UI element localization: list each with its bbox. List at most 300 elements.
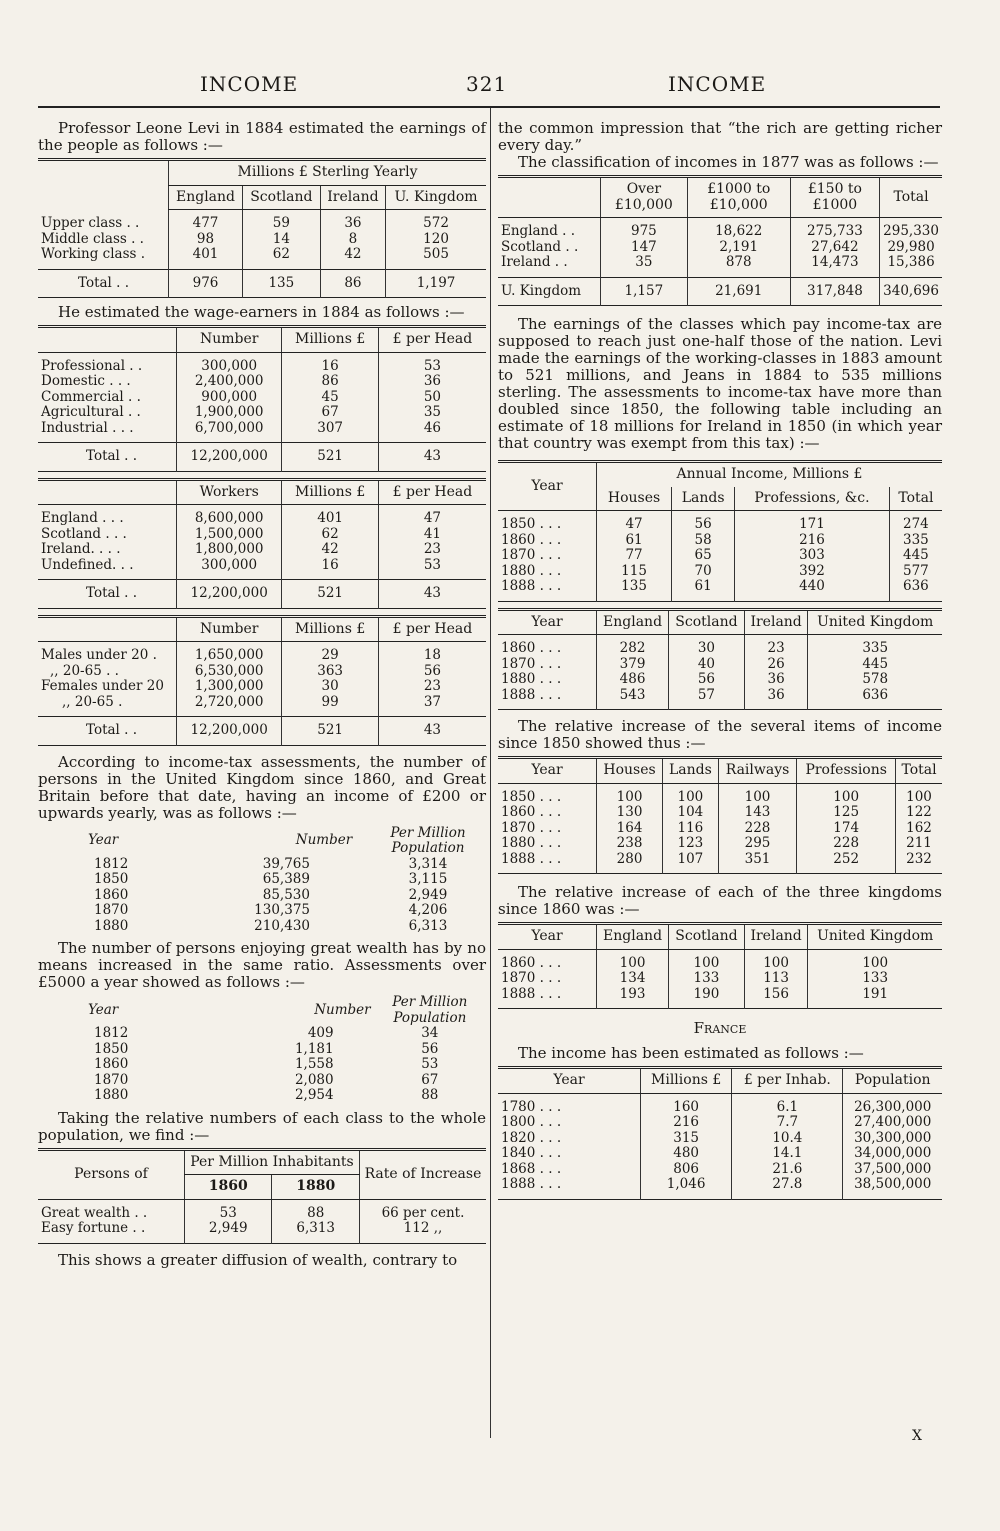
table-row	[38, 1026, 486, 1042]
cell: 100	[808, 949, 942, 971]
col-header: Houses	[597, 758, 663, 784]
cell: 29,980	[880, 240, 942, 256]
cell: 65,389	[262, 871, 310, 887]
cell: 8	[320, 232, 385, 248]
cell: 211	[896, 836, 942, 852]
col-header: £ per Head	[378, 479, 486, 505]
col-header: £ per Inhab.	[732, 1068, 843, 1094]
row-label: Total . .	[38, 717, 177, 746]
cell: 1860	[94, 1056, 129, 1072]
cell: 975	[601, 218, 688, 240]
cell: 505	[386, 247, 486, 269]
col-header: Millions £	[282, 327, 379, 353]
cell: 1,900,000	[177, 405, 282, 421]
cell: 53	[378, 558, 486, 580]
cell: 392	[735, 564, 890, 580]
table-classification-1877	[498, 175, 942, 306]
table-row	[38, 1088, 486, 1104]
row-label: Domestic . . .	[41, 373, 131, 389]
row-label: 1780 . . .	[501, 1098, 562, 1115]
row-label: Ireland. . . .	[41, 541, 121, 557]
cell: 280	[597, 852, 663, 874]
row-label: England . . .	[41, 510, 124, 526]
cell: 45	[282, 390, 379, 406]
row-label: 1888 . . .	[501, 1176, 562, 1192]
cell: 335	[808, 635, 942, 657]
cell: 379	[597, 657, 669, 673]
cell: 300,000	[177, 352, 282, 374]
cell: 43	[378, 580, 486, 609]
col-header: Scotland	[669, 924, 745, 950]
cell: 543	[597, 688, 669, 710]
cell: 100	[669, 949, 745, 971]
table-row	[38, 247, 486, 269]
cell: 86	[320, 269, 385, 298]
cell: 65	[672, 548, 735, 564]
table-income-200	[38, 826, 486, 935]
col-header: United Kingdom	[808, 924, 942, 950]
cell: 14	[243, 232, 321, 248]
cell: 10.4	[732, 1131, 843, 1147]
cell: 238	[597, 836, 663, 852]
row-label: Upper class . .	[41, 214, 140, 231]
col-header: £150 to £1000	[790, 177, 879, 218]
row-label: 1870 . . .	[501, 819, 562, 836]
row-label: 1850 . . .	[501, 516, 562, 532]
cell: 2,080	[294, 1071, 334, 1088]
cell: 23	[378, 542, 486, 558]
cell: 88	[272, 1199, 359, 1221]
running-head-right: INCOME	[668, 72, 767, 96]
col-header: £ per Head	[378, 616, 486, 642]
table-france-income	[498, 1066, 942, 1200]
row-label: Working class .	[41, 246, 146, 262]
cell: 636	[889, 579, 942, 601]
paragraph: Professor Leone Levi in 1884 estimated the earnings of the people as follows :—	[38, 119, 486, 154]
cell: 878	[687, 255, 790, 277]
row-label: 1888 . . .	[501, 850, 562, 867]
row-label: 1800 . . .	[501, 1114, 562, 1130]
cell: 42	[282, 542, 379, 558]
table-row	[38, 1221, 486, 1243]
cell: 56	[378, 664, 486, 680]
cell: 58	[672, 533, 735, 549]
row-label: ,, 20-65 . .	[50, 662, 119, 679]
table-row	[38, 232, 486, 248]
col-header: 1860	[185, 1175, 272, 1200]
cell: 521	[282, 717, 379, 746]
cell: 47	[597, 511, 672, 533]
cell: 1,181	[294, 1040, 334, 1057]
col-header: Millions £	[282, 616, 379, 642]
col-header: Ireland	[320, 185, 385, 210]
cell: 56	[672, 511, 735, 533]
table-row	[498, 821, 942, 837]
col-header: Number	[177, 616, 282, 642]
table-row	[498, 564, 942, 580]
table-row	[38, 857, 486, 873]
cell: 477	[169, 210, 243, 232]
cell: 636	[808, 688, 942, 710]
row-label: 1880 . . .	[501, 671, 562, 687]
cell: 56	[669, 672, 745, 688]
cell: 135	[243, 269, 321, 298]
cell: 578	[808, 672, 942, 688]
section-heading-france: France	[693, 1019, 747, 1037]
row-label: Males under 20 .	[41, 647, 157, 663]
col-header: Number	[314, 1001, 371, 1018]
col-header: Railways	[718, 758, 797, 784]
paragraph: The classification of incomes in 1877 was as follows :—	[518, 153, 939, 171]
cell: 100	[896, 783, 942, 805]
row-label: 1888 . . .	[501, 578, 562, 594]
cell: 100	[718, 783, 797, 805]
table-row	[498, 1146, 942, 1162]
col-header: Persons of	[38, 1149, 185, 1199]
col-header: 1880	[272, 1175, 359, 1200]
table-row	[38, 903, 486, 919]
table-row	[498, 672, 942, 688]
cell: 133	[808, 971, 942, 987]
cell: 16	[282, 558, 379, 580]
cell: 1870	[94, 1071, 129, 1088]
col-header: Total	[880, 177, 942, 218]
cell: 85,530	[262, 886, 310, 903]
cell: 315	[641, 1131, 732, 1147]
cell: 88	[421, 1087, 439, 1103]
cell: 12,200,000	[177, 717, 282, 746]
col-header: England	[597, 924, 669, 950]
cell: 445	[808, 657, 942, 673]
table-annual-income	[498, 460, 942, 602]
table-row	[38, 872, 486, 888]
table-total-row	[38, 269, 486, 298]
cell: 174	[797, 821, 896, 837]
table-row	[498, 533, 942, 549]
cell: 23	[744, 635, 808, 657]
cell: 2,191	[687, 240, 790, 256]
cell: 27.8	[732, 1177, 843, 1199]
table-row	[38, 888, 486, 904]
cell: 86	[282, 374, 379, 390]
cell: 107	[663, 852, 719, 874]
cell: 53	[421, 1056, 439, 1072]
cell: 171	[735, 511, 890, 533]
cell: 295,330	[880, 218, 942, 240]
table-row	[498, 635, 942, 657]
cell: 1,046	[641, 1177, 732, 1199]
table-income-by-kingdom	[498, 608, 942, 711]
cell: 6,530,000	[177, 664, 282, 680]
cell: 232	[896, 852, 942, 874]
cell: 26,300,000	[843, 1093, 942, 1115]
cell: 135	[597, 579, 672, 601]
cell: 401	[282, 505, 379, 527]
table-relative-increase-kingdoms	[498, 922, 942, 1009]
row-label: 1868 . . .	[501, 1160, 562, 1177]
cell: 1870	[94, 902, 129, 918]
cell: 156	[744, 987, 808, 1009]
table-row	[498, 579, 942, 601]
cell: 1860	[94, 886, 129, 903]
cell: 67	[282, 405, 379, 421]
table-row	[38, 390, 486, 406]
cell: 34	[421, 1025, 439, 1041]
cell: 900,000	[177, 390, 282, 406]
row-label: U. Kingdom	[498, 277, 601, 306]
cell: 303	[735, 548, 890, 564]
cell: 34,000,000	[843, 1146, 942, 1162]
cell: 228	[797, 836, 896, 852]
col-header: Population	[843, 1068, 942, 1094]
table-row	[498, 218, 942, 240]
cell: 36	[378, 374, 486, 390]
cell: 62	[243, 247, 321, 269]
cell: 100	[597, 783, 663, 805]
cell: 3,314	[408, 855, 448, 872]
page-number: 321	[466, 72, 508, 96]
paragraph: The earnings of the classes which pay income-tax are supposed to reach just one-half those of the nation. Levi made the earnings of the working-classes in 1883 amount to 521 millions, and Jeans in 1884 to 535 millions sterling. The assessments to income-tax have more than doubled since 1850, the following table including an estimate of 18 millions for Ireland in 1850 (in which year that country was exempt from this tax) :—	[498, 315, 942, 452]
cell: 62	[282, 527, 379, 543]
cell: 99	[282, 695, 379, 717]
cell: 43	[378, 717, 486, 746]
header-rule	[38, 106, 940, 108]
cell: 35	[601, 255, 688, 277]
col-header: Year	[498, 1068, 641, 1094]
col-header: Number	[177, 327, 282, 353]
cell: 2,949	[185, 1221, 272, 1243]
table-total-row	[498, 277, 942, 306]
cell: 113	[744, 971, 808, 987]
table-row	[38, 542, 486, 558]
cell: 12,200,000	[177, 580, 282, 609]
cell: 104	[663, 805, 719, 821]
row-label: Ireland . .	[501, 254, 568, 270]
table-row	[498, 852, 942, 874]
cell: 14,473	[790, 255, 879, 277]
table-row	[498, 240, 942, 256]
table-row	[38, 527, 486, 543]
cell: 61	[672, 579, 735, 601]
cell: 40	[669, 657, 745, 673]
cell: 7.7	[732, 1115, 843, 1131]
cell: 56	[421, 1040, 439, 1057]
table-row	[498, 1177, 942, 1199]
table-row	[498, 255, 942, 277]
paragraph: the common impression that “the rich are getting richer every day.”	[498, 119, 942, 154]
col-header: Rate of Increase	[359, 1149, 486, 1199]
row-label: 1860 . . .	[501, 531, 562, 548]
left-column	[38, 110, 486, 1491]
cell: 130,375	[254, 902, 310, 918]
cell: 30	[669, 635, 745, 657]
cell: 16	[282, 352, 379, 374]
cell: 67	[421, 1071, 439, 1088]
row-label: Easy fortune . .	[41, 1220, 146, 1236]
cell: 8,600,000	[177, 505, 282, 527]
row-label: Agricultural . .	[41, 404, 141, 420]
row-label: Total . .	[38, 443, 177, 472]
row-label: 1870 . . .	[501, 655, 562, 672]
col-header: Ireland	[744, 609, 808, 635]
paragraph: The number of persons enjoying great wealth has by no means increased in the same ratio. Assessments over £5000 a year showed as follows :—	[38, 939, 486, 991]
col-header: Year	[498, 609, 597, 635]
table-total-row	[38, 717, 486, 746]
table-row	[498, 548, 942, 564]
cell: 363	[282, 664, 379, 680]
col-header: Scotland	[669, 609, 745, 635]
cell: 120	[386, 232, 486, 248]
row-label: 1840 . . .	[501, 1145, 562, 1161]
col-header: Scotland	[243, 185, 321, 210]
cell: 190	[669, 987, 745, 1009]
cell: 47	[378, 505, 486, 527]
cell: 191	[808, 987, 942, 1009]
cell: 1,300,000	[177, 679, 282, 695]
col-header: England	[169, 185, 243, 210]
signature-mark: X	[912, 1428, 922, 1444]
right-column	[498, 110, 942, 1491]
col-header: Per Million Population	[390, 824, 466, 856]
cell: 6.1	[732, 1093, 843, 1115]
cell: 1880	[94, 1087, 129, 1103]
row-label: 1888 . . .	[501, 686, 562, 703]
cell: 12,200,000	[177, 443, 282, 472]
cell: 42	[320, 247, 385, 269]
cell: 112 ,,	[359, 1221, 486, 1243]
row-label: Industrial . . .	[41, 419, 134, 436]
cell: 2,720,000	[177, 695, 282, 717]
cell: 100	[663, 783, 719, 805]
cell: 6,313	[272, 1221, 359, 1243]
cell: 1,650,000	[177, 642, 282, 664]
cell: 3,115	[408, 871, 448, 887]
table-row	[38, 1057, 486, 1073]
cell: 38,500,000	[843, 1177, 942, 1199]
paragraph: The relative increase of each of the three kingdoms since 1860 was :—	[498, 883, 942, 918]
cell: 37	[378, 695, 486, 717]
table-row	[38, 1199, 486, 1221]
row-label: 1820 . . .	[501, 1129, 562, 1146]
cell: 295	[718, 836, 797, 852]
cell: 21.6	[732, 1162, 843, 1178]
table-row	[38, 1073, 486, 1089]
col-header: £ per Head	[378, 327, 486, 353]
col-header: Professions	[797, 758, 896, 784]
row-label: Commercial . .	[41, 388, 141, 405]
table-relative-increase-items	[498, 756, 942, 874]
col-header: Total	[896, 758, 942, 784]
table-wage-earners-age-sex	[38, 615, 486, 746]
row-label: 1888 . . .	[501, 985, 562, 1002]
col-header: Workers	[177, 479, 282, 505]
table-per-million	[38, 1148, 486, 1244]
row-label: 1860 . . .	[501, 640, 562, 656]
column-divider	[490, 108, 491, 1438]
cell: 50	[378, 390, 486, 406]
cell: 317,848	[790, 277, 879, 306]
cell: 29	[282, 642, 379, 664]
cell: 98	[169, 232, 243, 248]
table-row	[498, 971, 942, 987]
cell: 30	[282, 679, 379, 695]
cell: 162	[896, 821, 942, 837]
table-row	[38, 664, 486, 680]
cell: 77	[597, 548, 672, 564]
cell: 274	[889, 511, 942, 533]
cell: 6,700,000	[177, 421, 282, 443]
table-row	[498, 1162, 942, 1178]
cell: 976	[169, 269, 243, 298]
cell: 35	[378, 405, 486, 421]
row-label: Females under 20	[41, 678, 164, 694]
cell: 41	[378, 527, 486, 543]
row-label: Undefined. . .	[41, 556, 134, 573]
table-row	[38, 405, 486, 421]
table-row	[38, 679, 486, 695]
cell: 15,386	[880, 255, 942, 277]
cell: 1850	[94, 1040, 129, 1057]
cell: 46	[378, 421, 486, 443]
row-label: Middle class . .	[41, 230, 144, 247]
cell: 36	[744, 672, 808, 688]
col-header: Year	[88, 832, 119, 849]
cell: 147	[601, 240, 688, 256]
row-label: Total . .	[38, 580, 177, 609]
row-label: 1860 . . .	[501, 804, 562, 820]
row-label: 1870 . . .	[501, 970, 562, 986]
col-header: £1000 to £10,000	[687, 177, 790, 218]
cell: 14.1	[732, 1146, 843, 1162]
table-row	[498, 949, 942, 971]
cell: 440	[735, 579, 890, 601]
col-header: Professions, &c.	[735, 487, 890, 511]
paragraph: Taking the relative numbers of each class to the whole population, we find :—	[38, 1108, 486, 1144]
table-row	[498, 987, 942, 1009]
cell: 36	[320, 210, 385, 232]
cell: 100	[744, 949, 808, 971]
table-row	[38, 1042, 486, 1058]
table-row	[38, 210, 486, 232]
cell: 521	[282, 443, 379, 472]
cell: 27,400,000	[843, 1115, 942, 1131]
cell: 36	[744, 688, 808, 710]
running-head-left: INCOME	[200, 72, 299, 96]
col-header: Year	[498, 924, 597, 950]
paragraph: The relative increase of the several items of income since 1850 showed thus :—	[498, 717, 942, 752]
cell: 1,800,000	[177, 542, 282, 558]
row-label: Scotland . . .	[41, 525, 127, 542]
cell: 43	[378, 443, 486, 472]
cell: 37,500,000	[843, 1162, 942, 1178]
col-header: Year	[88, 1001, 119, 1018]
cell: 2,400,000	[177, 374, 282, 390]
table-row	[38, 558, 486, 580]
cell: 116	[663, 821, 719, 837]
table-wage-earners-occupation	[38, 325, 486, 472]
table-row	[498, 836, 942, 852]
col-header: England	[597, 609, 669, 635]
col-header: Ireland	[744, 924, 808, 950]
col-header: Lands	[663, 758, 719, 784]
table-row	[38, 505, 486, 527]
cell: 123	[663, 836, 719, 852]
table-row	[498, 1115, 942, 1131]
table-row	[498, 511, 942, 533]
cell: 53	[185, 1199, 272, 1221]
cell: 39,765	[262, 855, 310, 872]
row-label: 1880 . . .	[501, 562, 562, 579]
